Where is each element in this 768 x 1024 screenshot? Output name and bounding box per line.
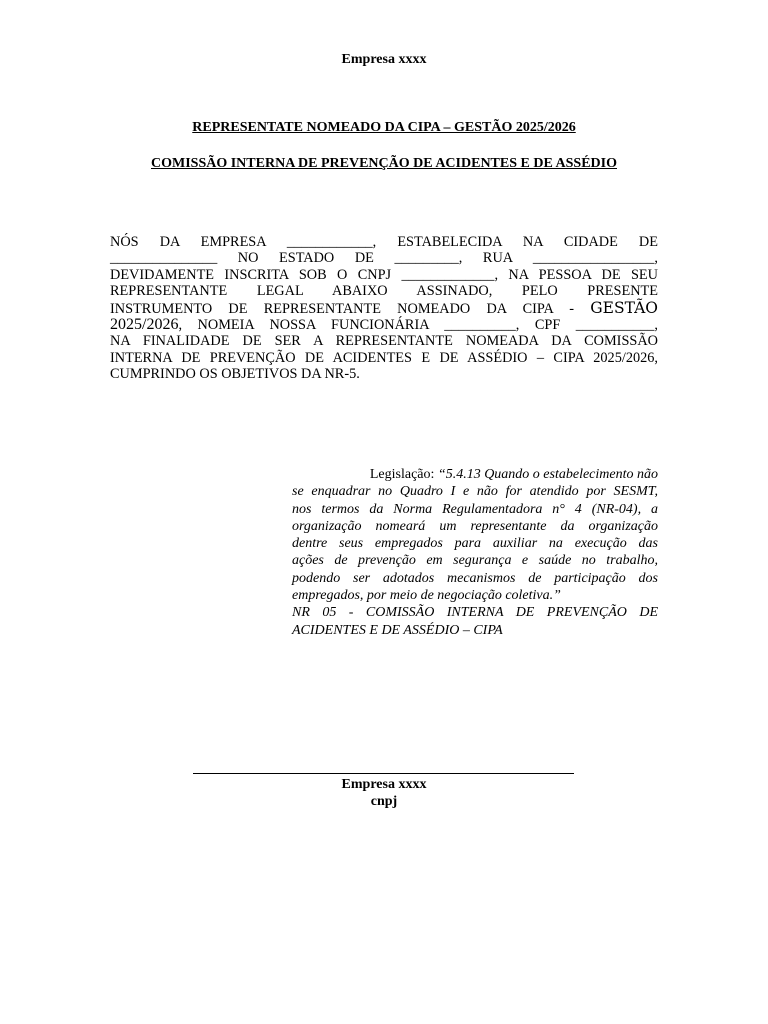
legislation-line: ações de prevenção em segurança e saúde no trabalho,: [292, 553, 658, 569]
legislation-line: organização nomeará um representante da organização: [292, 518, 658, 534]
document-title: REPRESENTATE NOMEADO DA CIPA – GESTÃO 2025/2026: [192, 120, 576, 135]
nomination-paragraph: [110, 234, 658, 383]
legislation-source-line: NR 05 - COMISSÃO INTERNA DE PREVENÇÃO DE: [292, 605, 658, 621]
signature-line: [193, 773, 574, 774]
signature-cnpj: cnpj: [370, 794, 398, 809]
legislation-text: “5.4.13 Quando o estabelecimento não: [437, 467, 658, 482]
paragraph-line: _______________ NO ESTADO DE _________, RUA _________________,: [110, 250, 658, 267]
paragraph-line: CUMPRINDO OS OBJETIVOS DA NR-5.: [110, 366, 360, 383]
legislation-line: empregados, por meio de negociação coletiva.”: [292, 588, 561, 604]
paragraph-line: INTERNA DE PREVENÇÃO DE ACIDENTES E DE ASSÉDIO – CIPA 2025/2026,: [110, 349, 658, 366]
paragraph-line: DEVIDAMENTE INSCRITA SOB O CNPJ _____________, NA PESSOA DE SEU: [110, 266, 658, 283]
paragraph-line: [110, 317, 658, 333]
legislation-line: dentre seus empregados para auxiliar na execução das: [292, 536, 658, 552]
gestao-year: 2025/2026: [110, 316, 179, 334]
legislation-source-line: ACIDENTES E DE ASSÉDIO – CIPA: [292, 622, 503, 638]
legislation-label: Legislação:: [369, 467, 438, 482]
paragraph-line: REPRESENTANTE LEGAL ABAIXO ASSINADO, PELO PRESENTE: [110, 283, 658, 300]
legislation-line: [292, 466, 658, 483]
paragraph-line-part: INSTRUMENTO DE REPRESENTANTE NOMEADO DA CIPA -: [110, 300, 575, 317]
signature-company: Empresa xxxx: [341, 777, 427, 792]
paragraph-line-part: , NOMEIA NOSSA FUNCIONÁRIA __________, CPF ___________,: [178, 317, 658, 334]
legislation-quote: [292, 466, 658, 639]
paragraph-line: [110, 300, 658, 317]
paragraph-line: NÓS DA EMPRESA ____________, ESTABELECIDA NA CIDADE DE: [110, 234, 658, 250]
gestao-word: GESTÃO: [590, 298, 659, 317]
legislation-line: podendo ser adotados mecanismos de participação dos: [292, 570, 658, 586]
document-subtitle: COMISSÃO INTERNA DE PREVENÇÃO DE ACIDENTES E DE ASSÉDIO: [151, 156, 617, 171]
paragraph-line: NA FINALIDADE DE SER A REPRESENTANTE NOMEADA DA COMISSÃO: [110, 333, 658, 350]
legislation-line: nos termos da Norma Regulamentadora n° 4 (NR-04), a: [292, 501, 658, 517]
company-header: Empresa xxxx: [341, 52, 427, 67]
legislation-line: se enquadrar no Quadro I e não for atendido por SESMT,: [292, 484, 658, 500]
